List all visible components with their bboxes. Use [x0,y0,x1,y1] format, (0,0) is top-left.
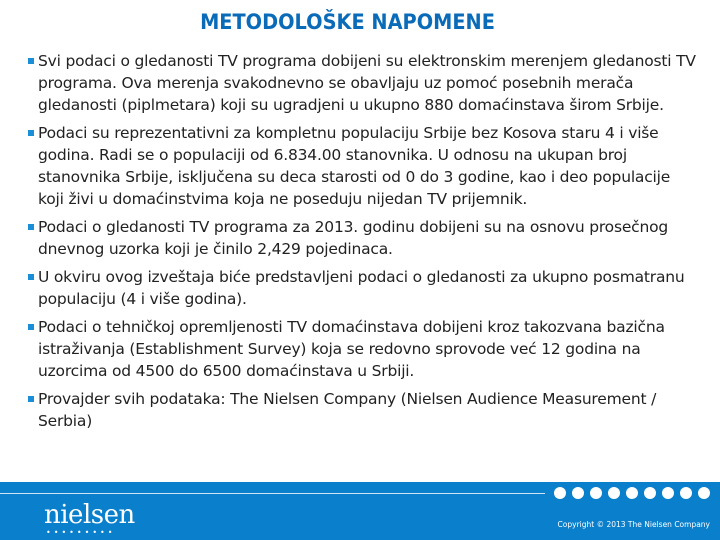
list-item [20,316,700,382]
logo-dots: ••••••••• [46,528,116,537]
copyright: Copyright © 2013 The Nielsen Company [557,520,710,529]
list-item [20,122,700,210]
bullet-icon [28,324,34,330]
bullet-icon [28,274,34,280]
bullet-icon [28,396,34,402]
page-title: METODOLOŠKE NAPOMENE [200,10,495,34]
footer [0,482,720,540]
item-text: U okviru ovog izveštaja biće predstavljeni podaci o gledanosti za ukupno posmatranu populaciju (4 i više godina). [38,268,685,308]
bullet-icon [28,58,34,64]
bullet-icon [28,130,34,136]
nielsen-logo: nielsen [44,500,135,530]
list-item [20,50,700,116]
item-text: Podaci o gledanosti TV programa za 2013. godinu dobijeni su na osnovu prosečnog dnevnog uzorka koji je činilo 2,429 pojedinaca. [38,218,669,258]
list-item [20,388,700,432]
item-text: Provajder svih podataka: The Nielsen Company (Nielsen Audience Measurement / Serbia) [38,390,657,430]
bullet-icon [28,224,34,230]
item-text: Podaci su reprezentativni za kompletnu populaciju Srbije bez Kosova staru 4 i više godina. Radi se o populaciji od 6.834.00 stanovnika. U odnosu na ukupan broj stanovnika Srbije, isključena su deca starosti od 0 do 3 godine, kao i deo populacije koji živi u domaćinstvima koja ne poseduju nijedan TV prijemnik. [38,124,671,208]
list-item [20,216,700,260]
item-text: Svi podaci o gledanosti TV programa dobijeni su elektronskim merenjem gledanosti TV programa. Ova merenja svakodnevno se obavljaju uz pomoć posebnih merača gledanosti (piplmetara) koji su ugradjeni u ukupno 880 domaćinstava širom Srbije. [38,52,696,114]
list-item [20,266,700,310]
dots-decoration [554,487,710,499]
divider [0,493,545,494]
item-text: Podaci o tehničkoj opremljenosti TV domaćinstava dobijeni kroz takozvana bazična istraživanja (Establishment Survey) koja se redovno sprovode već 12 godina na uzorcima od 4500 do 6500 domaćinstava u Srbiji. [38,318,665,380]
notes-list [20,50,700,438]
